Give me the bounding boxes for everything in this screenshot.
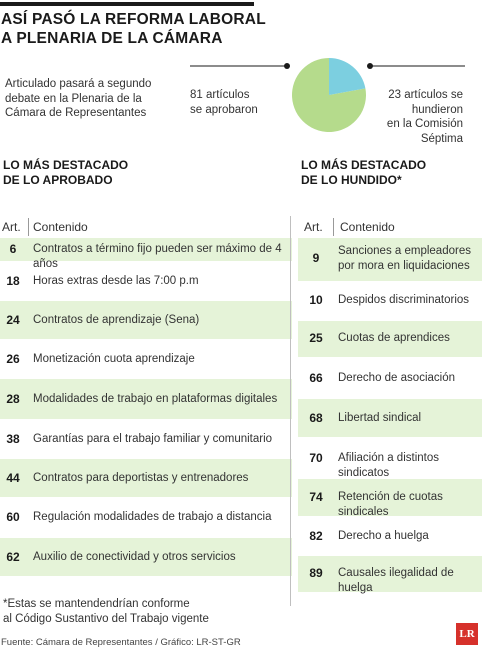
article-number: 26	[6, 352, 20, 366]
article-content	[338, 411, 478, 426]
table-row	[0, 261, 292, 301]
approved-label-line-1: 81 artículos	[190, 89, 250, 101]
sunk-label-line-2: hundieron	[411, 103, 463, 116]
approved-col-content: Contenido	[33, 220, 88, 234]
footnote	[3, 597, 233, 626]
headline	[1, 10, 301, 48]
table-row	[0, 538, 292, 576]
table-row	[0, 459, 292, 497]
sunk-col-content: Contenido	[340, 220, 395, 234]
article-content: Contratos para deportistas y entrenadores	[33, 472, 249, 484]
headline-line-2: A PLENARIA DE LA CÁMARA	[1, 30, 223, 47]
column-divider	[290, 216, 291, 606]
headline-line-1: ASÍ PASÓ LA REFORMA LABORAL	[1, 11, 266, 28]
article-content	[338, 566, 478, 595]
article-number: 68	[309, 411, 323, 425]
article-number: 10	[309, 293, 323, 307]
table-row	[0, 497, 292, 538]
sunk-label	[355, 88, 463, 146]
sunk-section-title	[301, 158, 461, 188]
header-separator	[333, 218, 334, 236]
article-content: Monetización cuota aprendizaje	[33, 353, 195, 365]
approved-title-line-2: DE LO APROBADO	[3, 173, 113, 187]
article-content	[338, 371, 478, 386]
approved-table	[0, 214, 292, 576]
article-content-line: Despidos discriminatorios	[338, 294, 470, 306]
footnote-line-2: al Código Sustantivo del Trabajo vigente	[3, 612, 209, 625]
article-content-line: por mora en liquidaciones	[338, 259, 470, 272]
article-content: Garantías para el trabajo familiar y comunitario	[33, 433, 273, 445]
approved-section-title	[3, 158, 163, 188]
article-number: 28	[6, 392, 20, 406]
sunk-title-line-2: DE LO HUNDIDO*	[301, 173, 402, 187]
sunk-title-line-1: LO MÁS DESTACADO	[301, 158, 427, 172]
approved-title-line-1: LO MÁS DESTACADO	[3, 158, 129, 172]
sunk-table	[298, 214, 482, 592]
sunk-col-art: Art.	[304, 220, 323, 234]
article-number: 24	[6, 313, 20, 327]
table-row	[298, 399, 482, 437]
article-number: 74	[309, 490, 323, 504]
table-row	[298, 516, 482, 556]
approved-table-header	[0, 214, 292, 238]
table-row	[0, 301, 292, 339]
article-content-line: Derecho de asociación	[338, 372, 455, 384]
article-number: 18	[6, 274, 20, 288]
table-row	[0, 379, 292, 419]
table-row	[0, 238, 292, 270]
footnote-line-1: *Estas se mantendendrían conforme	[3, 598, 190, 610]
article-content: Regulación modalidades de trabajo a distancia	[33, 511, 272, 523]
approved-col-art: Art.	[2, 220, 21, 234]
table-row	[298, 479, 482, 516]
article-content	[338, 490, 478, 519]
table-row	[298, 238, 482, 281]
article-content: Modalidades de trabajo en plataformas digitales	[33, 393, 278, 405]
article-content-line: Retención de cuotas sindicales	[338, 491, 443, 518]
article-content-line: Cuotas de aprendices	[338, 332, 450, 344]
article-number: 82	[309, 529, 323, 543]
article-number: 66	[309, 371, 323, 385]
article-content: Contratos de aprendizaje (Sena)	[33, 314, 200, 326]
article-content-line: Afiliación a distintos sindicatos	[338, 452, 439, 479]
lr-logo: LR	[456, 623, 478, 645]
article-number: 9	[312, 251, 320, 265]
article-content: Contratos a término fijo pueden ser máximo de 4 años	[33, 243, 282, 270]
table-row	[298, 556, 482, 592]
article-number: 70	[309, 451, 323, 465]
article-content	[338, 451, 478, 480]
sunk-label-line-1: 23 artículos se	[388, 89, 463, 101]
top-rule	[0, 2, 254, 6]
source-credit: Fuente: Cámara de Representantes / Gráfico: LR-ST-GR	[1, 637, 241, 648]
article-number: 60	[6, 510, 20, 524]
table-row	[0, 339, 292, 379]
intro-text	[5, 77, 175, 121]
table-row	[298, 321, 482, 357]
article-content-line: Causales ilegalidad de huelga	[338, 567, 454, 594]
article-content	[338, 529, 478, 544]
sunk-label-line-3: en la Comisión Séptima	[386, 118, 463, 145]
sunk-rows	[298, 238, 482, 592]
intro-line-1: Articulado pasará a segundo	[5, 78, 152, 90]
header-separator	[28, 218, 29, 236]
article-number: 6	[9, 242, 17, 256]
intro-line-3: Cámara de Representantes	[5, 107, 147, 119]
approved-label-line-2: se aprobaron	[190, 103, 258, 116]
sunk-table-header	[298, 214, 482, 238]
article-number: 44	[6, 471, 20, 485]
sunk-leader-dot	[367, 63, 373, 69]
article-content: Horas extras desde las 7:00 p.m	[33, 275, 199, 287]
table-row	[298, 437, 482, 479]
approved-label	[190, 88, 280, 117]
table-row	[298, 357, 482, 399]
approved-leader-dot	[284, 63, 290, 69]
article-content	[338, 293, 478, 308]
approved-rows	[0, 238, 292, 576]
article-content-line: Libertad sindical	[338, 412, 422, 424]
article-content	[338, 244, 478, 273]
intro-line-2: debate en la Plenaria de la	[5, 92, 142, 105]
table-row	[298, 281, 482, 321]
article-number: 62	[6, 550, 20, 564]
article-content-line: Sanciones a empleadores	[338, 245, 471, 257]
article-number: 89	[309, 566, 323, 580]
article-content: Auxilio de conectividad y otros servicios	[33, 551, 236, 563]
table-row	[0, 419, 292, 459]
article-number: 38	[6, 432, 20, 446]
article-content	[338, 331, 478, 346]
article-content-line: Derecho a huelga	[338, 530, 429, 542]
article-number: 25	[309, 331, 323, 345]
